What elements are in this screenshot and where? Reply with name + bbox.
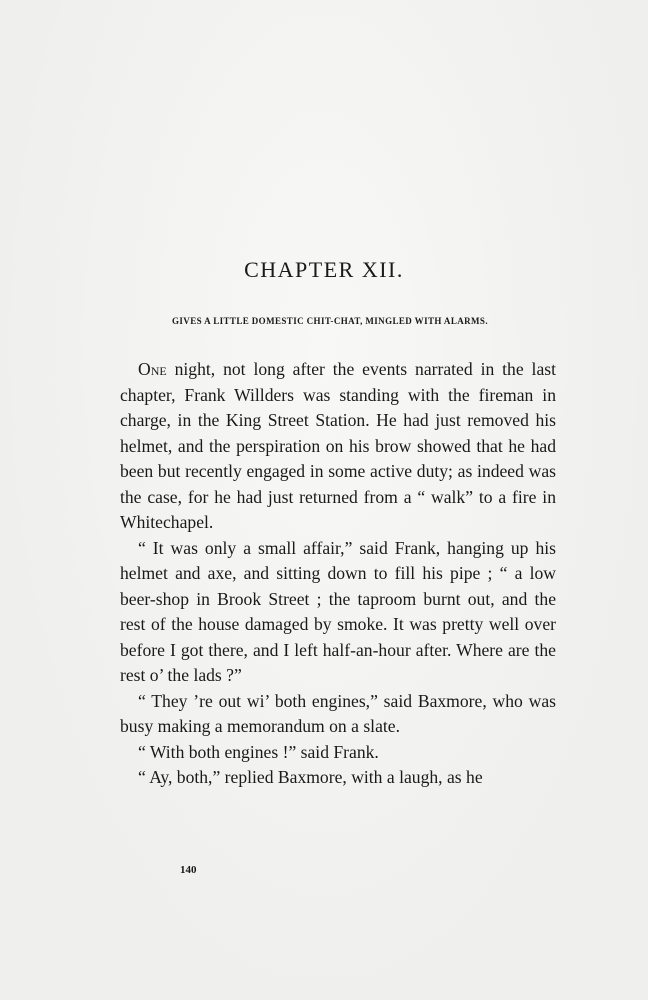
paragraph-text: “ Ay, both,” replied Baxmore, with a laugh, as he bbox=[138, 767, 483, 787]
chapter-subtitle: GIVES A LITTLE DOMESTIC CHIT-CHAT, MINGLED WITH ALARMS. bbox=[172, 316, 488, 326]
page-number: 140 bbox=[180, 864, 197, 876]
paragraph-3 bbox=[120, 689, 556, 740]
paragraph-text: “ It was only a small affair,” said Frank, hanging up his helmet and axe, and sitting down to fill his pipe ; “ a low beer-shop in Brook Street ; the taproom burnt out, and the rest of the house damaged by smoke. It was pretty well over before I got there, and I left half-an-hour after. Where are the rest o’ the lads ?” bbox=[120, 537, 556, 685]
body-text bbox=[120, 357, 556, 791]
paragraph-text: “ With both engines !” said Frank. bbox=[138, 741, 379, 762]
paragraph-4 bbox=[120, 740, 556, 766]
paragraph-5 bbox=[120, 765, 556, 791]
chapter-title: CHAPTER XII. bbox=[244, 257, 404, 282]
paragraph-lead: One bbox=[138, 359, 167, 379]
paragraph-2 bbox=[120, 536, 556, 689]
paragraph-text: night, not long after the events narrated in the last chapter, Frank Willders was standing with the fireman in charge, in the King Street Station. He had just removed his helmet, and the perspiration on his brow showed that he had been but recently engaged in some active duty; as indeed was the case, for he had just returned from a “ walk” to a fire in Whitechapel. bbox=[120, 359, 556, 532]
paragraph-1 bbox=[120, 357, 556, 536]
paragraph-text: “ They ’re out wi’ both engines,” said Baxmore, who was busy making a memorandum on a slate. bbox=[120, 690, 556, 736]
